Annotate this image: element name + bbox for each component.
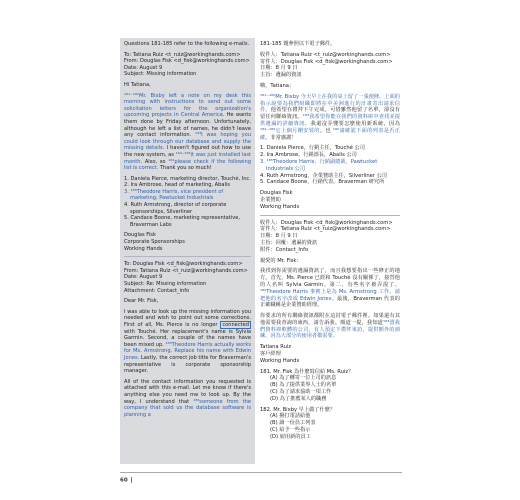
answer-option: (A) 為了轉寄一位上司的訊息 (270, 375, 337, 382)
contact-list (124, 176, 251, 229)
body-text: I haven't figured out how to use the new system, as (124, 145, 251, 158)
body-text: All of the contact information you requested is attached with this e-mail. Let me know if there's anything else you need me to look up. By the way, I understand that (124, 378, 251, 405)
email-body (260, 313, 400, 340)
email-2-headers (260, 220, 400, 254)
footer-bar (131, 477, 132, 483)
question-text: 182. Mr. Bixby 早上做了什麼？ (260, 406, 336, 413)
body-text: 。也 (319, 127, 333, 134)
email-date: 日期：8 月 9 日 (260, 233, 298, 240)
page-number: 60 (120, 477, 128, 484)
answer-option: (C) 給予一些指示 (270, 427, 311, 434)
email-from: From: Douglas Fisk <d_fisk@workinghands.com> (124, 58, 250, 65)
vocab-highlight: connected (222, 321, 249, 328)
email-greeting: Dear Mr. Fisk, (124, 298, 159, 305)
question-header: 181-185 題參照以下電子郵件。 (260, 41, 336, 47)
email-body (260, 94, 400, 142)
highlighted-text: ¹⁸³我希望你能在我們的資料庫中查找並提供遺漏的詳細資訊。 (260, 114, 400, 127)
list-item: 5. Candace Boone, marketing representative, Braverman Labs (124, 215, 240, 228)
list-item: 3. ¹⁸⁵Theodore Harris, vice president of marketing, Pawtucket Industrials (124, 188, 224, 202)
email-to: To: Douglas Fisk <d_fisk@workinghands.com> (124, 261, 243, 268)
list-item: 5. Candace Boone，行銷代表，Braverman 研究所 (260, 179, 385, 186)
signature-line: Corporate Sponsorships (124, 239, 185, 246)
email-to: To: Tatiana Ruiz <t_ruiz@workinghands.com> (124, 51, 241, 58)
signature-line: Douglas Fisk (260, 190, 293, 197)
signature-line: 客戶經理 (260, 351, 281, 358)
body-text: Lastly, the correct job title for Braverman's representative is corporate sponsorship manager. (124, 354, 251, 375)
body-text: with Touché. Her replacement's name is Sylvia Garmin. Second, a couple of the names have been mixed up. (124, 328, 251, 348)
question-181 (260, 369, 400, 403)
email-greeting: 嗨，Tatiana： (260, 82, 295, 89)
highlighted-text: ¹⁸⁵Theodore Harris actually works for Ms. Armstrong. Replace his name with Edwin Jones. (124, 341, 251, 361)
translation-column (257, 38, 402, 464)
question-header: Questions 181-185 refer to the following e-mails. (124, 41, 250, 47)
page-footer (120, 472, 402, 484)
email-signature (260, 344, 400, 364)
english-column (120, 38, 255, 464)
highlighted-text: ¹⁸²please check if the following list is correct. (124, 158, 251, 172)
email-1-headers (124, 52, 251, 78)
email-subject: Subject: Missing information (124, 71, 197, 78)
email-body (260, 268, 400, 309)
signature-line: Working Hands (260, 357, 300, 364)
body-text: 我還沒弄懂要怎麼使用新系統，因為 (310, 120, 400, 127)
answer-option: (B) 為了提供業界人士的名單 (270, 382, 337, 389)
highlighted-text: ¹⁸³someone from the company that sold us the database software is planning a (124, 398, 251, 418)
signature-line: Working Hands (124, 245, 163, 252)
email-divider (124, 256, 251, 257)
email-body (124, 93, 251, 172)
highlighted-text: ¹⁸⁴⁻¹⁸⁵it was just installed last month (124, 151, 251, 165)
email-from: 寄件人：Tatiana Ruiz <t_ruiz@workinghands.com> (260, 226, 391, 233)
email-2-headers (124, 261, 251, 294)
body-text: 我找到你需要的遺漏資訊了，而且我想要指出一些修正的地方。首先，Ms. Pierce 已經和 Touché 沒有關係了，接替他的人名叫 Sylvia Garmin。第二，有些名字被弄混了。 (260, 268, 400, 288)
email-greeting: 親愛的 Mr. Fisk： (260, 257, 302, 264)
highlighted-text: ¹⁸¹⁻¹⁸²Mr. Bixby 今天早上在我的桌上留了一張便條，上面的指示說要為我們組織即將在中美洲進行的計畫寄出請求信件。 (260, 93, 400, 114)
body-text: I was able to look up the missing information you needed and wish to point out some corrections. First of all, Ms. Pierce is no longer (124, 308, 251, 328)
email-date: 日期：8 月 9 日 (260, 65, 298, 72)
list-item: 2. Ira Ambrose，行銷部長，Abalis 公司 (260, 152, 357, 159)
email-subject: 主旨：遺漏的資訊 (260, 72, 302, 79)
email-to: 收件人：Tatiana Ruiz <t_ruiz@workinghands.com> (260, 51, 391, 58)
book-page (120, 38, 402, 464)
question-text: 181. Mr. Fisk 為什麼寫信給 Ms. Ruiz？ (260, 368, 354, 375)
email-subject: Subject: Re: Missing information (124, 281, 207, 287)
answer-option: (B) 讀一份員工列表 (270, 420, 316, 427)
email-body (124, 379, 251, 419)
email-attachment: Attachment: Contact_info (124, 287, 190, 294)
email-date: Date: August 9 (124, 274, 163, 281)
list-item: 3. ¹⁸⁵Theodore Harris，行銷副總裁，Pawtucket Industrials 公司 (260, 158, 378, 172)
body-text: He wants them done by Friday afternoon. Unfortunately, although he left a list of names, he didn't leave any contact information. (124, 112, 251, 139)
answer-option: (D) 雇用新的員工 (270, 433, 311, 440)
body-text: 最後，Braverman 代表的正確職稱是企業贊助經理。 (260, 295, 400, 309)
signature-line: Douglas Fisk (124, 232, 156, 239)
body-text: 你要求的所有聯絡資訊都附在這封電子郵件裡。如果還有其他需要我查詢的東西，請告訴我。順道一提，我知道 (260, 313, 400, 326)
body-text: . Also, so (140, 158, 169, 165)
highlighted-text: ¹⁸¹⁻¹⁸²Mr. Bixby left a note on my desk this morning with instructions to send out some solicitation letters for the organization's upcoming projects in Central America. (124, 92, 251, 119)
email-to: 收件人：Douglas Fisk <d_fisk@workinghands.com> (260, 219, 393, 226)
email-greeting: Hi Tatiana, (124, 81, 151, 88)
email-divider (260, 215, 400, 216)
body-text: 他希望在禮拜下午完成。可惜雖然他留了名單，卻沒有留任何聯絡資訊。 (260, 107, 400, 121)
list-item: 4. Ruth Armstrong, director of corporate sponsorships, Silverliner (124, 202, 227, 215)
signature-line: 企業贊助 (260, 196, 281, 203)
answer-option: (D) 為了推薦某人的職務 (270, 395, 327, 402)
list-item: 2. Ira Ambrose, head of marketing, Abalis (124, 182, 231, 189)
email-signature (124, 232, 251, 252)
signature-line: Working Hands (260, 203, 300, 210)
email-date: Date: August 9 (124, 64, 163, 71)
email-1-headers (260, 52, 400, 79)
contact-list (260, 145, 400, 186)
list-item: 1. Daniela Pierce，行銷主任，Touché 公司 (260, 145, 365, 152)
highlighted-text: ¹⁸³I was hoping you could look through our database and supply the missing details. (124, 132, 251, 152)
highlighted-text: ¹⁸⁵Theodore Harris 事實上是為 Ms. Armstrong 工作。請把他的名字改成 Edwin Jones。 (260, 288, 400, 302)
email-body (124, 309, 251, 375)
answer-option: (A) 撥打電話給他 (270, 413, 311, 420)
email-signature (260, 190, 400, 210)
email-from: From: Tatiana Ruiz <t_ruiz@workinghands.com> (124, 267, 248, 274)
body-text: Thank you so much! (158, 165, 212, 172)
highlighted-text: ¹⁸²請確認下面的列表是否正確 (260, 127, 400, 141)
body-text: 。非常感謝！ (265, 134, 297, 141)
question-182 (260, 407, 400, 441)
email-subject: 主旨：回覆：遺漏的資訊 (260, 239, 318, 246)
highlighted-text: ¹⁸⁴⁻¹⁸⁵它上個月剛安裝的 (260, 127, 320, 134)
signature-line: Tatiana Ruiz (260, 344, 292, 351)
email-from: 寄件人：Douglas Fisk <d_fisk@workinghands.com> (260, 58, 393, 65)
list-item: 1. Daniela Pierce, marketing director, Touché, Inc. (124, 175, 251, 182)
list-item: 4. Ruth Armstrong，企業贊助主任，Silverliner 公司 (260, 172, 387, 179)
email-attachment: 附件：Contact_Info (260, 246, 309, 253)
answer-option: (C) 為了請求協助一項工作 (270, 389, 332, 396)
highlighted-text: ¹⁸³賣我們資料庫軟體的公司，有人預定下禮拜來訪，提供額外的訓練，因為大部分的使用者都需要。 (260, 319, 400, 340)
